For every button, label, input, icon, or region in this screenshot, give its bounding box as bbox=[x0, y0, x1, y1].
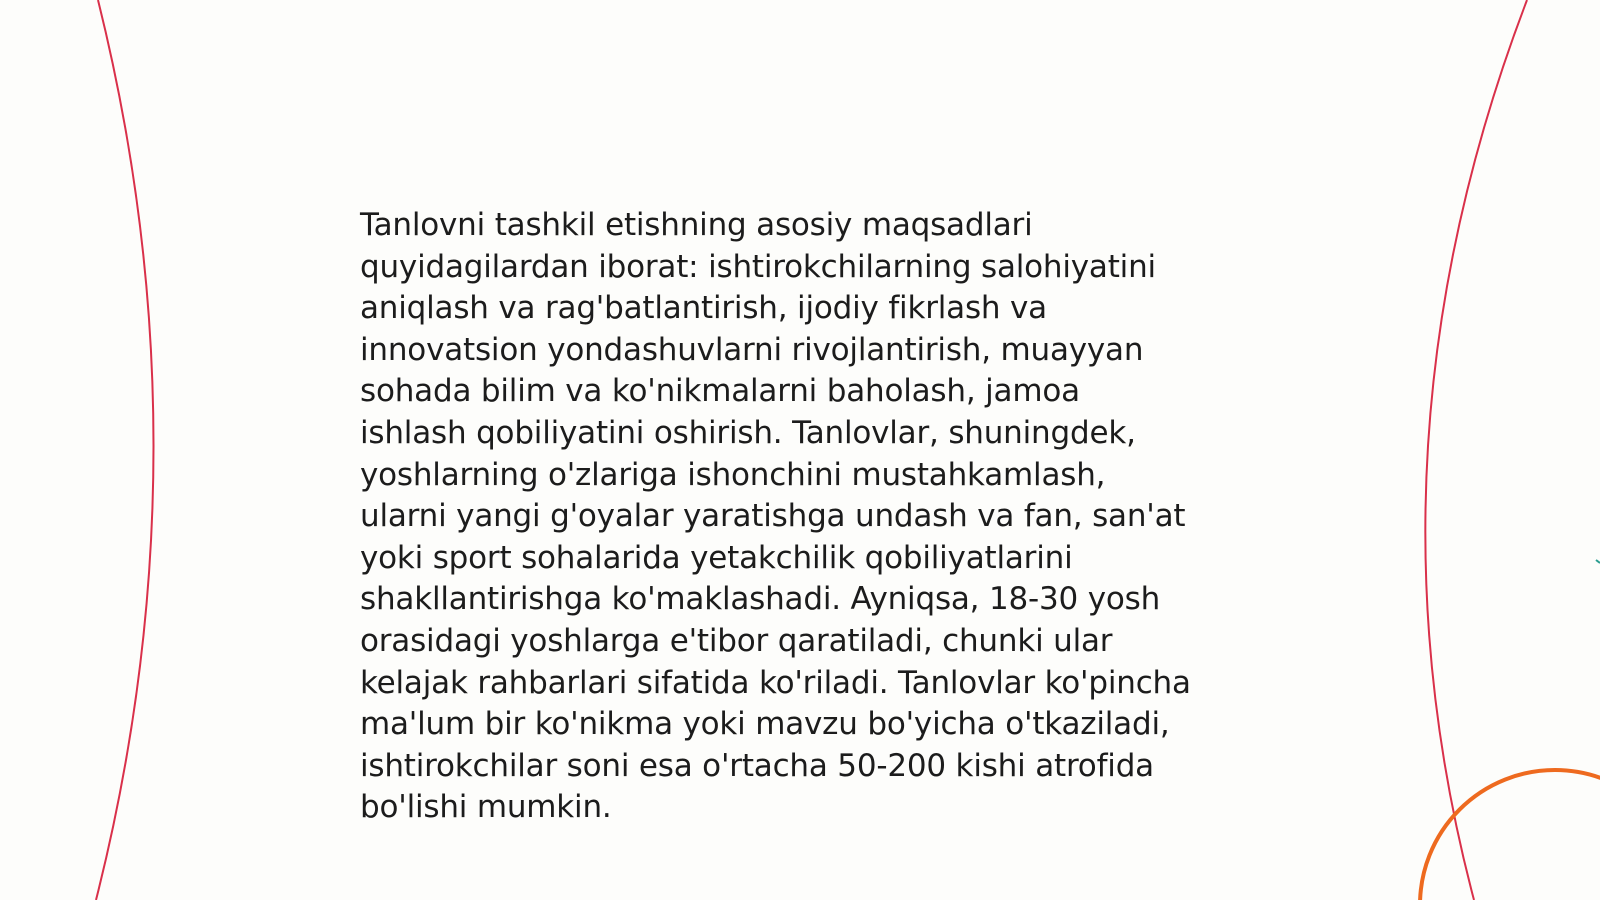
left-curve-line bbox=[96, 0, 154, 900]
teal-mark bbox=[1596, 560, 1600, 563]
right-curve-line bbox=[1425, 0, 1527, 900]
body-text: Tanlovni tashkil etishning asosiy maqsadlari quyidagilardan iborat: ishtirokchilarning salohiyatini aniqlash va rag'batlantirish, ijodiy fikrlash va innovatsion yondashuvlarni rivojlantirish, muayyan sohada bilim va ko'nikmalarni baholash, jamoa ishlash qobiliyatini oshirish. Tanlovlar, shuningdek, yoshlarning o'zlariga ishonchini mustahkamlash, ularni yangi g'oyalar yaratishga undash va fan, san'at yoki sport sohalarida yetakchilik qobiliyatlarini shakllantirishga ko'maklashadi. Ayniqsa, 18-30 yosh orasidagi yoshlarga e'tibor qaratiladi, chunki ular kelajak rahbarlari sifatida ko'riladi. Tanlovlar ko'pincha ma'lum bir ko'nikma yoki mavzu bo'yicha o'tkaziladi, ishtirokchilar soni esa o'rtacha 50-200 kishi atrofida bo'lishi mumkin. bbox=[360, 207, 1191, 826]
orange-arc bbox=[1420, 770, 1600, 900]
